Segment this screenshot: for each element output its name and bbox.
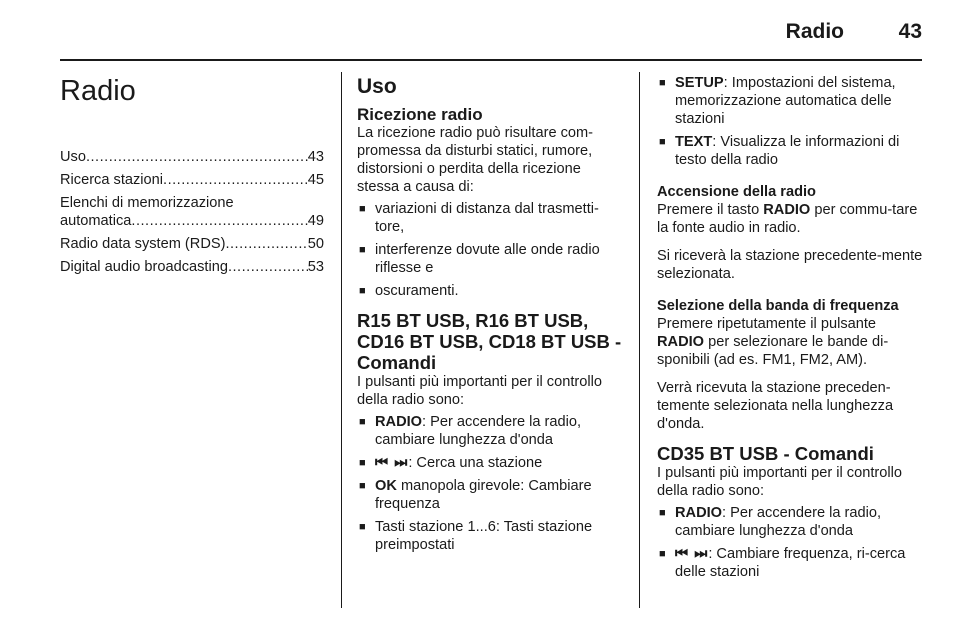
key-label: RADIO [675,505,723,521]
column-divider-1 [341,72,342,608]
toc-page: 43 [307,149,324,165]
toc-entry-uso[interactable] [60,148,324,166]
toc-label: Ricerca stazioni [60,172,164,188]
toc-page: 49 [307,213,324,229]
paragraph: La ricezione radio può risultare com-promessa da disturbi statici, rumore, distorsioni o perdita della ricezione stessa a causa di: [357,125,594,195]
page-header [60,20,922,60]
content-column-2 [357,74,625,560]
list-item: ■ oscuramenti. [357,282,625,300]
content-column-3 [657,74,925,587]
toc-label: Digital audio broadcasting [60,259,228,275]
bullet-list [357,413,625,554]
toc-leader [131,212,307,230]
toc-label-line1: Elenchi di memorizzazione [60,195,234,211]
bullet-list [657,504,925,581]
subsection-title: R15 BT USB, R16 BT USB, CD16 BT USB, CD18 BT USB - Comandi [357,310,622,373]
paragraph: Si riceverà la stazione precedente-mente selezionata. [657,248,923,282]
paragraph: I pulsanti più importanti per il controllo della radio sono: [657,465,902,499]
toc-label: Uso [60,149,86,165]
list-item: ■ ⏮ ⏭: Cerca una stazione [357,454,625,472]
toc-entry-rds[interactable] [60,235,324,253]
list-item: ■ variazioni di distanza dal trasmetti-tore, [357,200,625,236]
toc-entry-ricerca[interactable] [60,171,324,189]
list-item: ■ OK manopola girevole: Cambiare frequenza [357,477,625,513]
prev-next-icon: ⏮ ⏭ [675,546,709,562]
toc-leader [86,148,308,166]
header-divider [60,59,922,61]
key-label: OK [375,478,397,494]
toc-leader [163,171,308,189]
key-label: RADIO [375,414,423,430]
toc-leader [225,235,307,253]
toc-column [60,74,324,281]
running-title: Radio [785,20,844,43]
bullet-list [357,200,625,300]
subsection-title: Ricezione radio [357,105,483,124]
list-item: ■ SETUP: Impostazioni del sistema, memorizzazione automatica delle stazioni [657,74,925,128]
prev-next-icon: ⏮ ⏭ [375,455,409,471]
toc-entry-dab[interactable] [60,258,324,276]
list-item: ■ ⏮ ⏭: Cambiare frequenza, ri-cerca delle stazioni [657,545,925,581]
list-item: ■ interferenze dovute alle onde radio riflesse e [357,241,625,277]
list-item: ■ RADIO: Per accendere la radio, cambiare lunghezza d'onda [657,504,925,540]
toc-leader [228,258,308,276]
toc-entry-elenchi[interactable] [60,194,324,230]
page-number: 43 [898,20,922,43]
key-label: SETUP [675,75,724,91]
paragraph: Premere il tasto RADIO per commu-tare la fonte audio in radio. [657,202,918,236]
key-label: TEXT [675,134,713,150]
subheading: Accensione della radio [657,184,816,200]
list-item: ■ RADIO: Per accendere la radio, cambiare lunghezza d'onda [357,413,625,449]
list-item: ■ TEXT: Visualizza le informazioni di testo della radio [657,133,925,169]
subheading: Selezione della banda di frequenza [657,298,899,314]
column-divider-2 [639,72,640,608]
paragraph: Premere ripetutamente il pulsante RADIO per selezionare le bande di-sponibili (ad es. FM1, FM2, AM). [657,316,889,368]
paragraph: I pulsanti più importanti per il controllo della radio sono: [357,374,602,408]
bullet-list [657,74,925,169]
toc-label: automatica [60,213,132,229]
toc-page: 45 [307,172,324,188]
key-label: RADIO [763,202,811,218]
toc-label: Radio data system (RDS) [60,236,226,252]
paragraph: Verrà ricevuta la stazione preceden-temente selezionata nella lunghezza d'onda. [657,380,894,432]
key-label: RADIO [657,334,705,350]
subsection-title: CD35 BT USB - Comandi [657,443,874,464]
chapter-title: Radio [60,75,136,107]
toc-page: 50 [307,236,324,252]
toc-page: 53 [307,259,324,275]
section-title: Uso [357,75,397,98]
list-item: ■ Tasti stazione 1...6: Tasti stazione preimpostati [357,518,625,554]
